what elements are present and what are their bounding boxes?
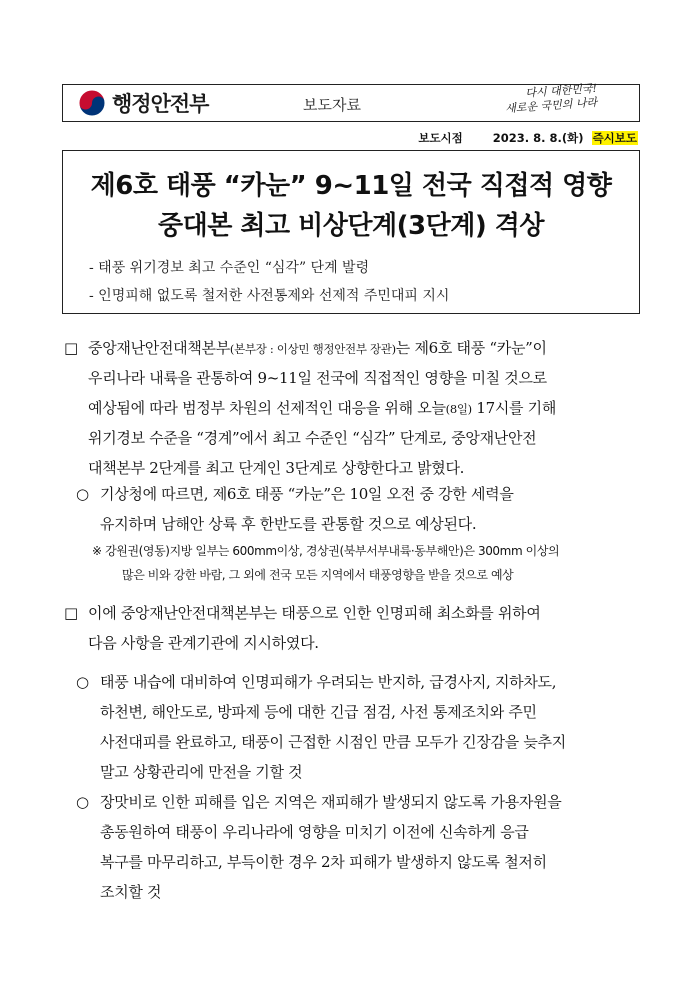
release-label: 보도시점	[418, 131, 463, 145]
release-date: 2023. 8. 8.(화)	[492, 131, 584, 145]
rainfall-note	[92, 539, 559, 587]
paragraph-line: 하천변, 해안도로, 방파제 등에 대한 긴급 점검, 사전 통제조치와 주민	[100, 703, 537, 721]
paragraph-forecast	[76, 479, 514, 539]
press-release-header	[62, 81, 640, 122]
headline-box	[62, 150, 640, 314]
circle-bullet-icon: ○	[76, 485, 89, 503]
paragraph-line: ○ 태풍 내습에 대비하여 인명피해가 우려되는 반지하, 급경사지, 지하차도,	[76, 667, 566, 697]
note-line: ※ 강원권(영동)지방 일부는 600mm이상, 경상권(북부서부내륙·동부해안)은 300mm 이상의	[92, 544, 560, 558]
slogan-line-2: 새로운 국민의 나라	[504, 95, 598, 116]
paragraph-evacuation	[76, 667, 566, 787]
subheading-2: - 인명피해 없도록 철저한 사전통제와 선제적 주민대피 지시	[89, 288, 450, 304]
subheading-1: - 태풍 위기경보 최고 수준인 “심각” 단계 발령	[89, 260, 370, 276]
paragraph-line: 예상됨에 따라 범정부 차원의 선제적인 대응을 위해 오늘(8일) 17시를 기해	[88, 399, 557, 417]
square-bullet-icon: □	[64, 339, 78, 357]
paragraph-line: 위기경보 수준을 “경계”에서 최고 수준인 “심각” 단계로, 중앙재난안전	[88, 429, 537, 447]
paragraph-line: 우리나라 내륙을 관통하여 9~11일 전국에 직접적인 영향을 미칠 것으로	[88, 369, 547, 387]
circle-bullet-icon: ○	[76, 793, 89, 811]
paragraph-line: 다음 사항을 관계기관에 지시하였다.	[88, 634, 319, 652]
paragraph-line: 대책본부 2단계를 최고 단계인 3단계로 상향한다고 밝혔다.	[88, 459, 465, 477]
paragraph-directive	[64, 598, 541, 658]
paragraph-line: □ 중앙재난안전대책본부(본부장 : 이상민 행정안전부 장관)는 제6호 태풍 “카눈”이	[64, 333, 556, 363]
handwritten-slogan	[490, 81, 612, 125]
taegeuk-emblem-icon	[77, 88, 107, 118]
release-timing	[418, 130, 638, 146]
paragraph-line: 사전대피를 완료하고, 태풍이 근접한 시점인 만큼 모두가 긴장감을 늦추지	[100, 733, 566, 751]
slogan-line-1: 다시 대한민국!	[524, 81, 598, 100]
headline-line-2: 중대본 최고 비상단계(3단계) 격상	[157, 211, 545, 241]
release-immediate-badge: 즉시보도	[592, 131, 637, 145]
paragraph-line: ○ 장맛비로 인한 피해를 입은 지역은 재피해가 발생되지 않도록 가용자원을	[76, 787, 561, 817]
director-note: (본부장 : 이상민 행정안전부 장관)	[229, 342, 396, 356]
paragraph-line: 조치할 것	[100, 883, 162, 901]
circle-bullet-icon: ○	[76, 673, 89, 691]
paragraph-line: 복구를 마무리하고, 부득이한 경우 2차 피해가 발생하지 않도록 철저히	[100, 853, 547, 871]
document-type: 보도자료	[303, 96, 361, 114]
paragraph-line: 유지하며 남해안 상륙 후 한반도를 관통할 것으로 예상된다.	[100, 515, 477, 533]
ministry-name: 행정안전부	[112, 92, 209, 116]
square-bullet-icon: □	[64, 604, 78, 622]
paragraph-line: 말고 상황관리에 만전을 기할 것	[100, 763, 303, 781]
paragraph-line: ○ 기상청에 따르면, 제6호 태풍 “카눈”은 10일 오전 중 강한 세력을	[76, 479, 514, 509]
paragraph-recovery	[76, 787, 561, 907]
note-line: 많은 비와 강한 바람, 그 외에 전국 모든 지역에서 태풍영향을 받을 것으로 예상	[122, 568, 514, 582]
ministry-logo	[77, 88, 208, 118]
headline-line-1: 제6호 태풍 “카눈” 9~11일 전국 직접적 영향	[90, 171, 612, 201]
paragraph-announcement	[64, 333, 556, 483]
paragraph-line: 총동원하여 태풍이 우리나라에 영향을 미치기 이전에 신속하게 응급	[100, 823, 529, 841]
paragraph-line: □ 이에 중앙재난안전대책본부는 태풍으로 인한 인명피해 최소화를 위하여	[64, 598, 541, 628]
